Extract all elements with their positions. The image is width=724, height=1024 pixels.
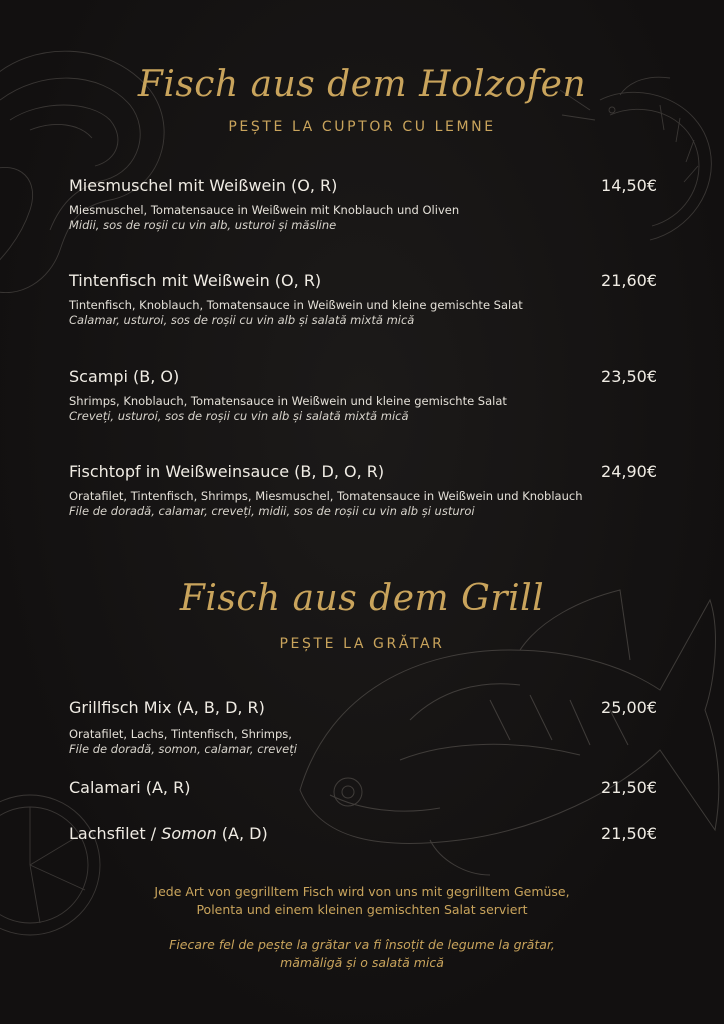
- item-description-ro: File de doradă, calamar, creveți, midii, sos de roșii cu vin alb și usturoi: [69, 504, 475, 518]
- item-name: Fischtopf in Weißweinsauce (B, D, O, R): [69, 462, 385, 481]
- item-description: Miesmuschel, Tomatensauce in Weißwein mit Knoblauch und Oliven: [69, 203, 460, 217]
- item-description: Tintenfisch, Knoblauch, Tomatensauce in Weißwein und kleine gemischte Salat: [69, 298, 523, 312]
- lemon-sketch-icon: [0, 780, 120, 950]
- item-description-ro: Creveți, usturoi, sos de roșii cu vin alb și salată mixtă mică: [69, 409, 409, 423]
- menu-item: [69, 367, 657, 424]
- item-price: 21,50€: [601, 824, 657, 843]
- item-name: Miesmuschel mit Weißwein (O, R): [69, 176, 338, 195]
- note-ro: [0, 936, 724, 972]
- menu-item: [69, 462, 657, 519]
- item-name: Calamari (A, R): [69, 778, 191, 797]
- menu-item: [69, 271, 657, 328]
- item-name: Tintenfisch mit Weißwein (O, R): [69, 271, 322, 290]
- item-name-ro: Somon: [161, 824, 217, 843]
- note-de-line: Polenta und einem kleinen gemischten Salat serviert: [196, 902, 528, 917]
- item-description-ro: Midii, sos de roșii cu vin alb, usturoi și măsline: [69, 218, 337, 232]
- item-description-ro: File de doradă, somon, calamar, creveți: [69, 742, 297, 756]
- item-price: 24,90€: [601, 462, 657, 481]
- section-subtitle-grill: PEȘTE LA GRĂTAR: [279, 636, 445, 652]
- note-ro-line: Fiecare fel de pește la grătar va fi însoțit de legume la grătar,: [169, 937, 555, 952]
- section-subtitle-holzofen: PEȘTE LA CUPTOR CU LEMNE: [228, 119, 496, 135]
- item-name: Scampi (B, O): [69, 367, 180, 386]
- menu-item: [69, 778, 657, 797]
- section-title-holzofen: Fisch aus dem Holzofen: [137, 64, 587, 105]
- item-name: Grillfisch Mix (A, B, D, R): [69, 698, 265, 717]
- item-name-de: Lachsfilet /: [69, 824, 162, 843]
- note-ro-line: mămăligă și o salată mică: [280, 955, 444, 970]
- item-price: 14,50€: [601, 176, 657, 195]
- item-price: 21,60€: [601, 271, 657, 290]
- item-description: Shrimps, Knoblauch, Tomatensauce in Weißwein und kleine gemischte Salat: [69, 394, 507, 408]
- item-description: Oratafilet, Lachs, Tintenfisch, Shrimps,: [69, 727, 292, 741]
- item-description: Oratafilet, Tintenfisch, Shrimps, Miesmuschel, Tomatensauce in Weißwein und Knoblauch: [69, 489, 583, 503]
- menu-item: [69, 176, 657, 233]
- salmon-steak-sketch-icon: [0, 20, 200, 300]
- item-description-ro: Calamar, usturoi, sos de roșii cu vin alb și salată mixtă mică: [69, 313, 415, 327]
- item-name-allergens: (A, D): [216, 824, 268, 843]
- note-de-line: Jede Art von gegrilltem Fisch wird von uns mit gegrilltem Gemüse,: [154, 884, 570, 899]
- note-de: [0, 883, 724, 919]
- menu-item: [69, 824, 657, 843]
- item-name: [69, 824, 657, 843]
- menu-item: [69, 698, 657, 757]
- section-title-grill: Fisch aus dem Grill: [179, 578, 545, 619]
- item-price: 25,00€: [601, 698, 657, 717]
- item-price: 23,50€: [601, 367, 657, 386]
- item-price: 21,50€: [601, 778, 657, 797]
